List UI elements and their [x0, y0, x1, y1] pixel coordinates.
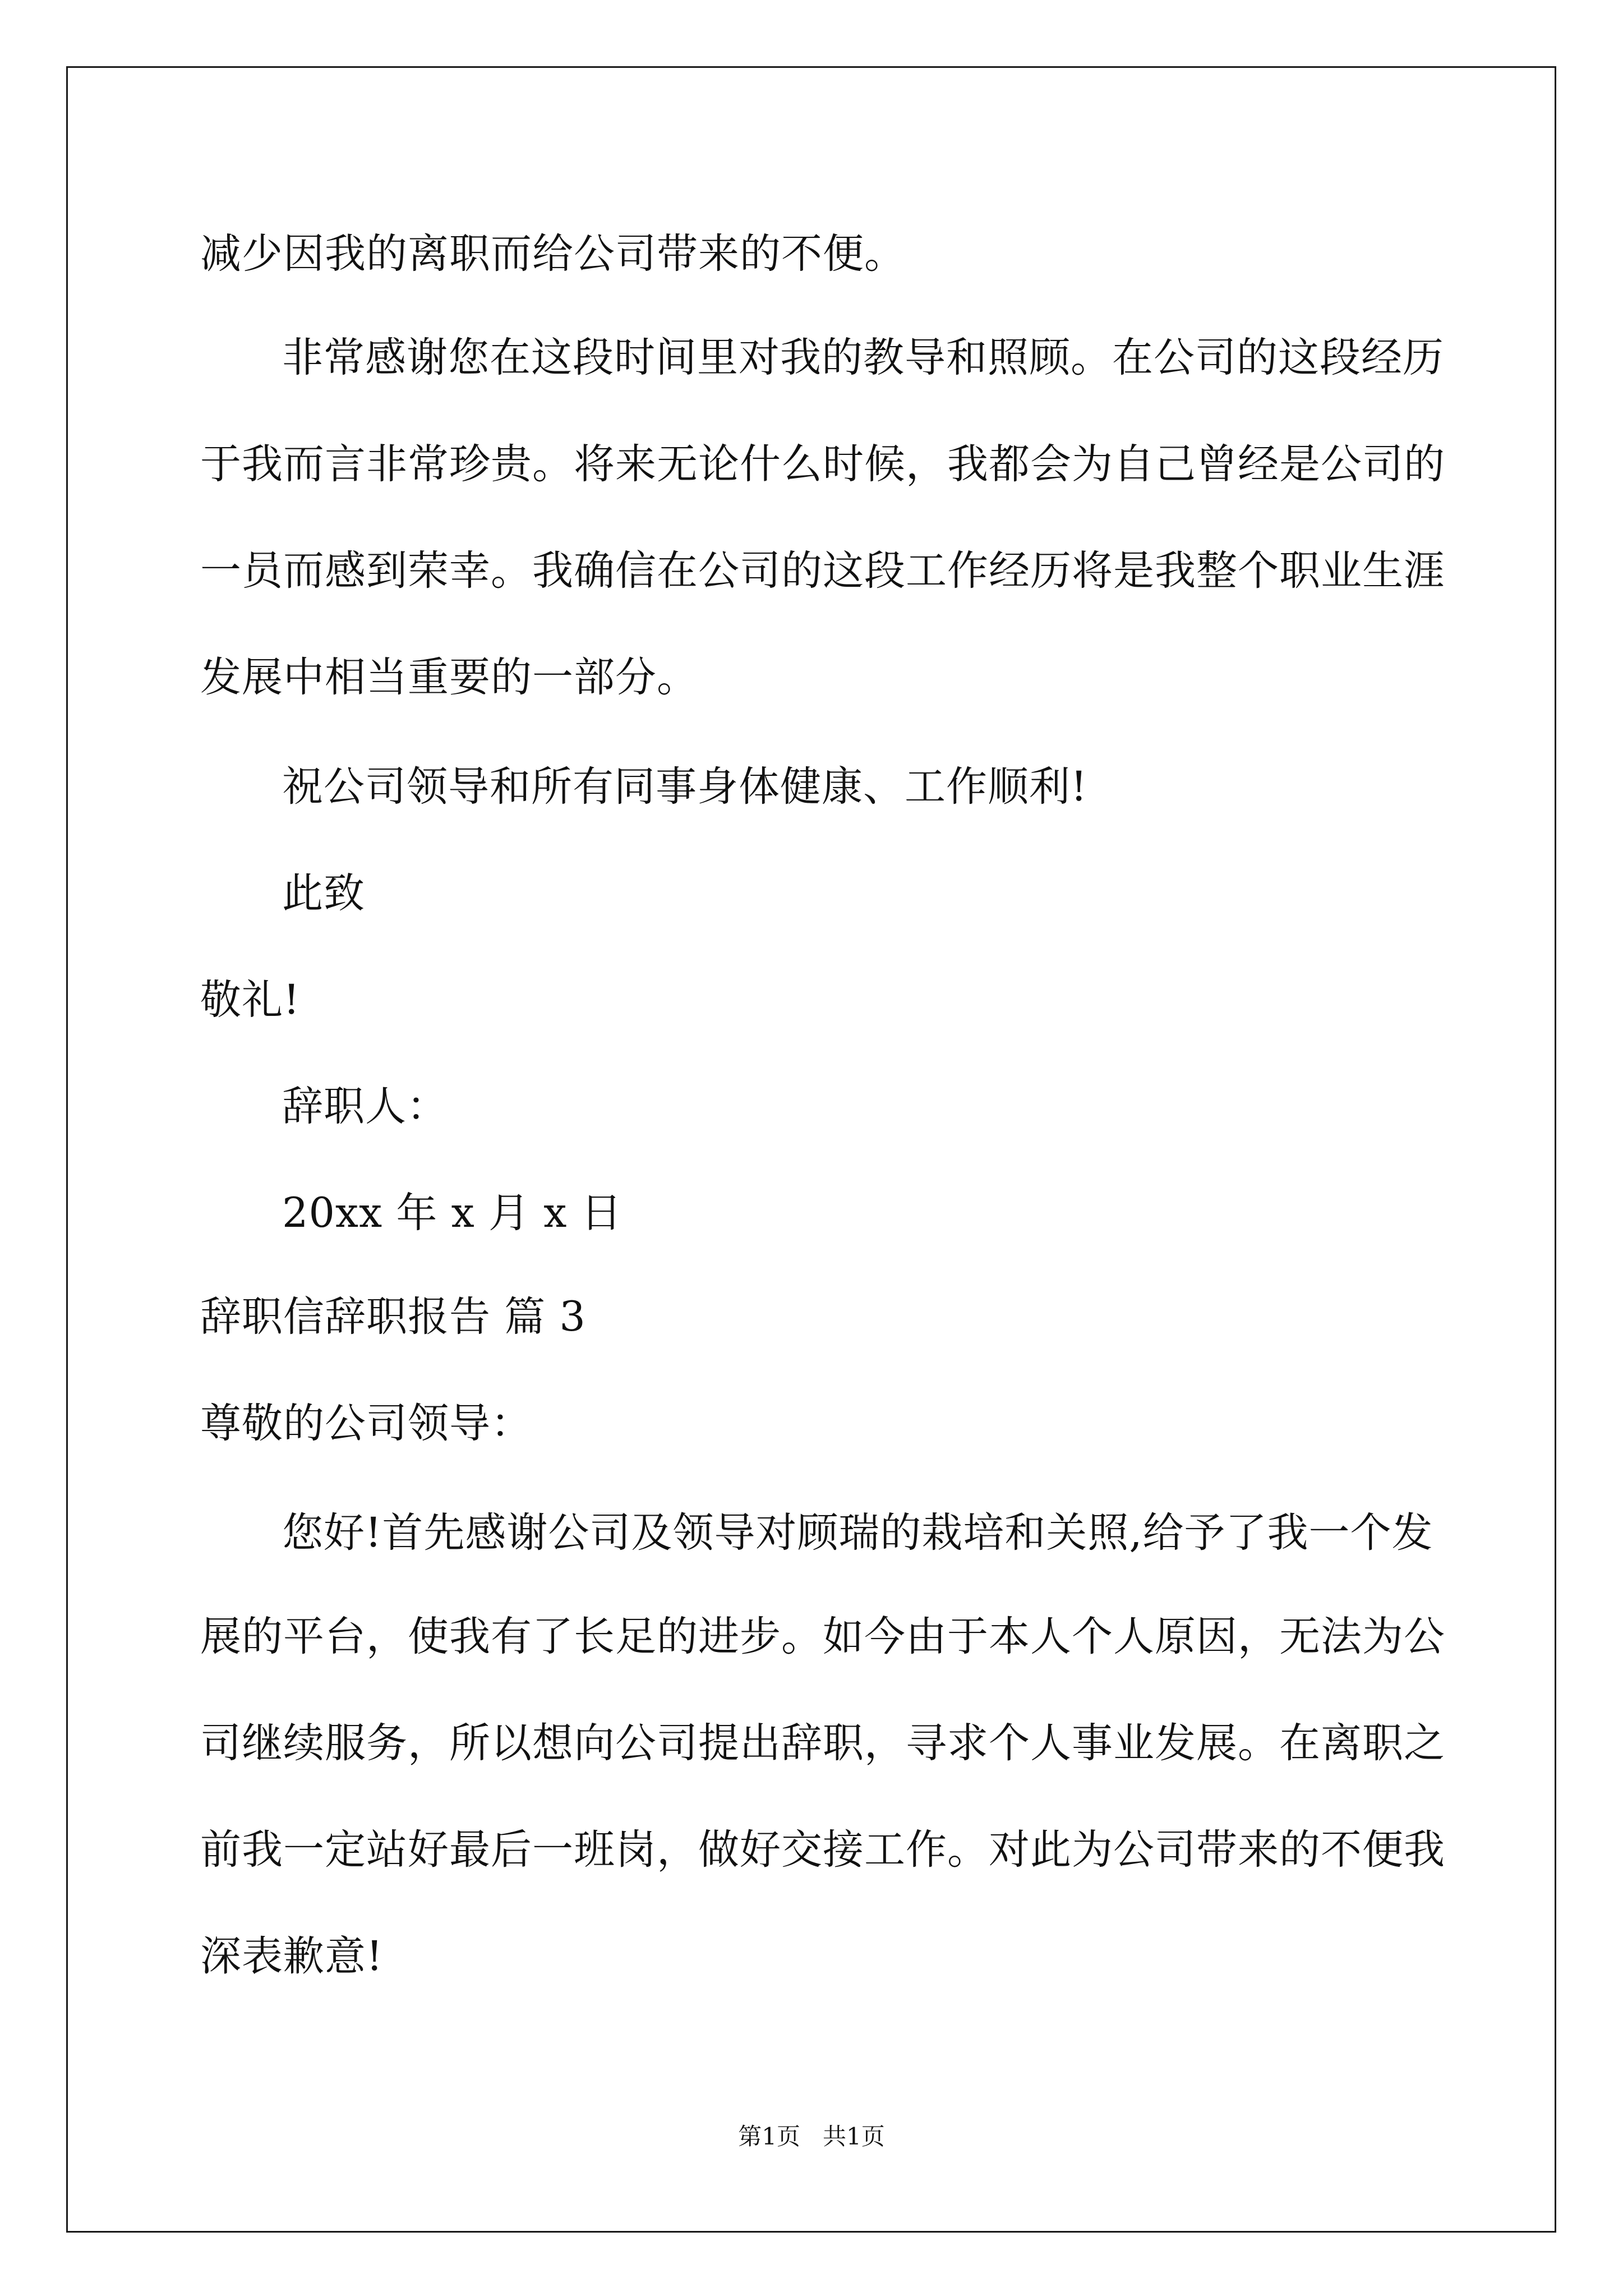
greeting-line: 尊敬的公司领导： — [200, 1400, 532, 1447]
paragraph-line: 前我一定站好最后一班岗，做好交接工作。对此为公司带来的不便我 — [200, 1826, 1445, 1874]
date-line: 20xx 年 x 月 x 日 — [282, 1189, 623, 1237]
paragraph-line: 一员而感到荣幸。我确信在公司的这段工作经历将是我整个职业生涯 — [200, 547, 1445, 595]
signature-label: 辞职人： — [282, 1083, 448, 1130]
salutation-line: 敬礼! — [200, 976, 301, 1024]
page-border — [66, 66, 1556, 2233]
paragraph-line: 您好!首先感谢公司及领导对顾瑞的栽培和关照,给予了我一个发 — [282, 1509, 1433, 1557]
paragraph-line: 深表歉意! — [200, 1932, 384, 1980]
section-heading: 辞职信辞职报告 篇 3 — [200, 1293, 586, 1341]
paragraph-line: 祝公司领导和所有同事身体健康、工作顺利! — [282, 763, 1088, 811]
paragraph-line: 展的平台，使我有了长足的进步。如今由于本人个人原因，无法为公 — [200, 1613, 1445, 1660]
paragraph-line: 司继续服务，所以想向公司提出辞职，寻求个人事业发展。在离职之 — [200, 1719, 1445, 1767]
paragraph-line: 发展中相当重要的一部分。 — [200, 654, 698, 701]
salutation-line: 此致 — [282, 869, 365, 917]
page-footer: 第1页 共1页 — [738, 2123, 885, 2150]
paragraph-line: 减少因我的离职而给公司带来的不便。 — [200, 230, 906, 278]
paragraph-line: 于我而言非常珍贵。将来无论什么时候，我都会为自己曾经是公司的 — [200, 440, 1445, 488]
paragraph-line: 非常感谢您在这段时间里对我的教导和照顾。在公司的这段经历 — [282, 334, 1444, 381]
